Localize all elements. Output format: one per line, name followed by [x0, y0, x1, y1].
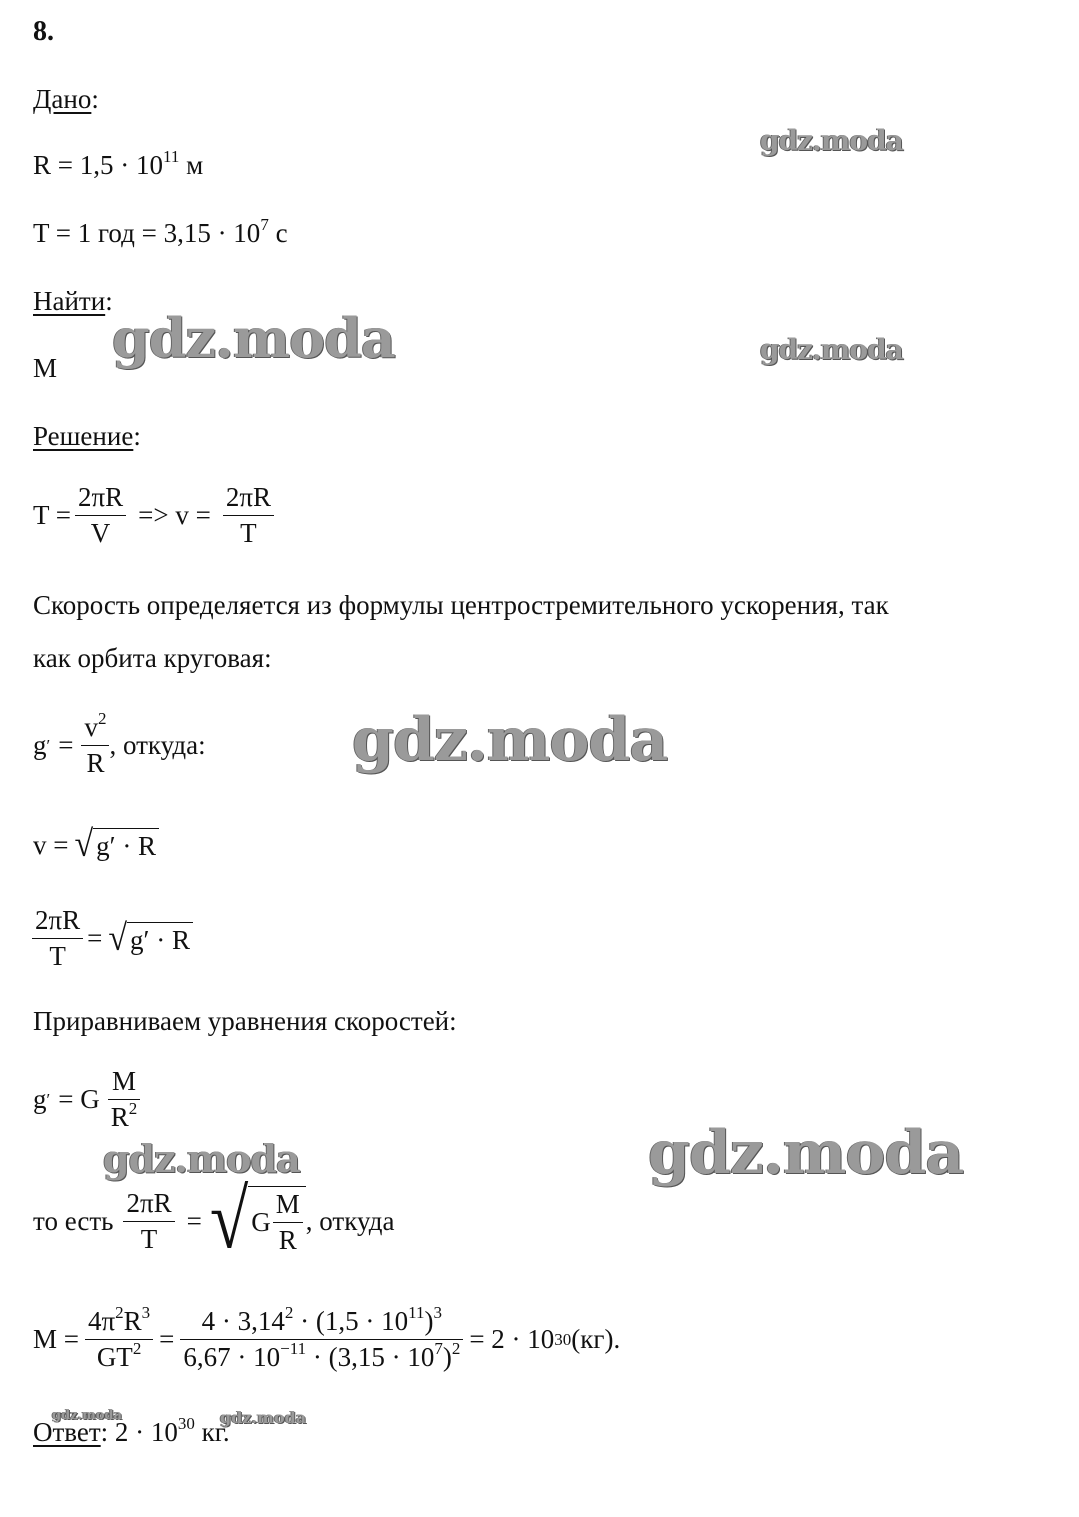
denominator: T	[123, 1221, 174, 1255]
num-exp: 2	[115, 1303, 124, 1322]
watermark: gdz.moda	[760, 333, 903, 366]
equals-g: = G	[58, 1084, 100, 1115]
num-exp: 11	[408, 1303, 425, 1322]
fraction	[180, 1303, 463, 1373]
given-r	[33, 147, 204, 181]
denominator: R	[81, 745, 109, 779]
radical-sign-icon: √	[209, 1174, 249, 1267]
radical-sign-icon: √	[74, 824, 94, 865]
result: = 2 · 10	[469, 1324, 555, 1355]
given-t-text: T = 1 год = 3,15 · 10	[33, 218, 261, 248]
num-exp: 2	[284, 1303, 294, 1322]
fraction	[75, 482, 126, 549]
watermark: gdz.moda	[760, 124, 903, 157]
equals: =	[159, 1324, 175, 1355]
given-label: Дано	[33, 84, 92, 114]
radicand	[248, 1186, 306, 1256]
find-value: M	[33, 353, 58, 383]
den-part: )	[442, 1342, 452, 1373]
equals: =	[58, 730, 74, 761]
solution-heading: Решение:	[33, 421, 141, 451]
answer-value: : 2 · 10	[100, 1417, 178, 1447]
text-paragraph-3: Приравниваем уравнения скоростей:	[33, 1006, 457, 1036]
fraction	[123, 1188, 174, 1255]
den-exp: −11	[280, 1339, 307, 1359]
answer-label: Ответ	[33, 1417, 101, 1447]
given-r-text: R = 1,5 · 10	[33, 150, 163, 180]
equation-period	[33, 482, 278, 549]
den-part: GT	[96, 1342, 133, 1373]
eq6-tail: , откуда	[305, 1205, 395, 1236]
eq2-lhs: g	[33, 730, 47, 761]
numerator	[199, 1303, 445, 1339]
watermark: gdz.moda	[352, 705, 668, 775]
fraction	[223, 482, 274, 549]
equation-centripetal: g ′ = $\frac{v^2}{R}$ , откуда:	[33, 709, 206, 779]
eq7-lhs: M =	[33, 1324, 79, 1355]
given-t-exp: 7	[260, 215, 269, 234]
denominator-exp: 2	[128, 1099, 138, 1119]
fraction	[108, 1066, 141, 1133]
numerator: 2πR	[126, 1187, 172, 1218]
fraction	[81, 709, 109, 779]
eq5-lhs: g	[33, 1084, 47, 1115]
watermark: gdz.moda	[52, 1408, 123, 1423]
equals: =	[87, 923, 103, 954]
num-part: 4π	[87, 1306, 116, 1336]
eq6-lhs: то есть	[33, 1205, 114, 1236]
fraction	[32, 905, 83, 972]
den-part: 6,67 · 10	[183, 1342, 281, 1373]
square-root	[209, 1174, 306, 1267]
numerator-text: v	[84, 712, 98, 742]
eq2-tail: , откуда:	[109, 730, 206, 761]
numerator: 2πR	[77, 482, 124, 512]
eq1-mid: => v =	[138, 500, 211, 531]
denominator	[85, 1339, 153, 1373]
numerator: M	[111, 1066, 136, 1096]
answer-exp: 30	[177, 1414, 195, 1433]
answer-unit: кг.	[194, 1417, 230, 1447]
denominator: T	[223, 515, 274, 549]
equation-that-is	[33, 1174, 395, 1267]
den-exp: 7	[434, 1339, 443, 1359]
equation-mass: M = $\frac{4\pi^2R^3}{GT^2}$ = $\frac{4 \cdot 3,14^2 \cdot (1,5 \cdot 10^{11})^3}{6,67 \cdot 10^{-11} \cdot (3,15 \cdot 10^7)^2}$ = 2 · 10 30 (кг).	[33, 1303, 621, 1373]
radicand: g′ · R	[93, 828, 159, 862]
equals: =	[186, 1205, 202, 1236]
text-paragraph-2: как орбита круговая:	[33, 643, 272, 673]
given-r-unit: м	[179, 150, 204, 180]
result-unit: (кг).	[571, 1324, 621, 1355]
fraction	[85, 1303, 153, 1373]
equation-gravity: g ′ = G $\frac{M}{R^2}$	[33, 1066, 140, 1133]
watermark: gdz.moda	[103, 1136, 300, 1181]
num-exp: 3	[141, 1303, 151, 1322]
den-exp: 2	[132, 1339, 142, 1359]
denominator: R	[273, 1222, 303, 1256]
find-heading: Найти:	[33, 286, 113, 316]
square-root	[108, 917, 193, 959]
numerator: 2πR	[225, 482, 271, 512]
given-t	[33, 215, 288, 249]
numerator	[85, 1303, 153, 1339]
radical-sign-icon: √	[108, 917, 128, 959]
numerator-exp: 2	[97, 709, 107, 728]
denominator: T	[32, 938, 83, 972]
eq3-lhs: v =	[33, 829, 69, 860]
den-exp: 2	[451, 1339, 461, 1359]
find-label: Найти	[33, 286, 106, 316]
num-part: R	[123, 1306, 142, 1336]
num-part: )	[424, 1306, 434, 1336]
numerator: M	[275, 1189, 300, 1219]
text-paragraph-1: Скорость определяется из формулы центростремительного ускорения, так	[33, 590, 889, 620]
radicand: g′ · R	[127, 922, 193, 956]
denominator	[180, 1339, 463, 1373]
num-part: 4 · 3,14	[201, 1306, 285, 1336]
watermark: gdz.moda	[112, 306, 395, 370]
denominator-text: R	[110, 1102, 129, 1133]
problem-number: 8.	[33, 16, 54, 47]
watermark: gdz.moda	[648, 1118, 964, 1188]
numerator: 2πR	[35, 905, 81, 935]
watermark: gdz.moda	[220, 1408, 307, 1427]
numerator	[81, 709, 109, 745]
denominator	[108, 1099, 141, 1133]
given-heading: Дано:	[33, 84, 99, 114]
solution-label: Решение	[33, 421, 134, 451]
equation-equate	[28, 905, 193, 972]
equation-velocity	[33, 824, 159, 865]
square-root	[74, 824, 159, 865]
num-exp: 3	[433, 1303, 443, 1322]
num-part: · (1,5 · 10	[293, 1306, 409, 1336]
eq1-lhs: T =	[33, 500, 71, 531]
fraction	[273, 1189, 303, 1256]
given-t-unit: с	[268, 218, 288, 248]
den-part: · (3,15 · 10	[306, 1342, 435, 1373]
radicand-g: G	[251, 1207, 271, 1238]
denominator: V	[75, 515, 126, 549]
given-r-exp: 11	[162, 147, 180, 166]
